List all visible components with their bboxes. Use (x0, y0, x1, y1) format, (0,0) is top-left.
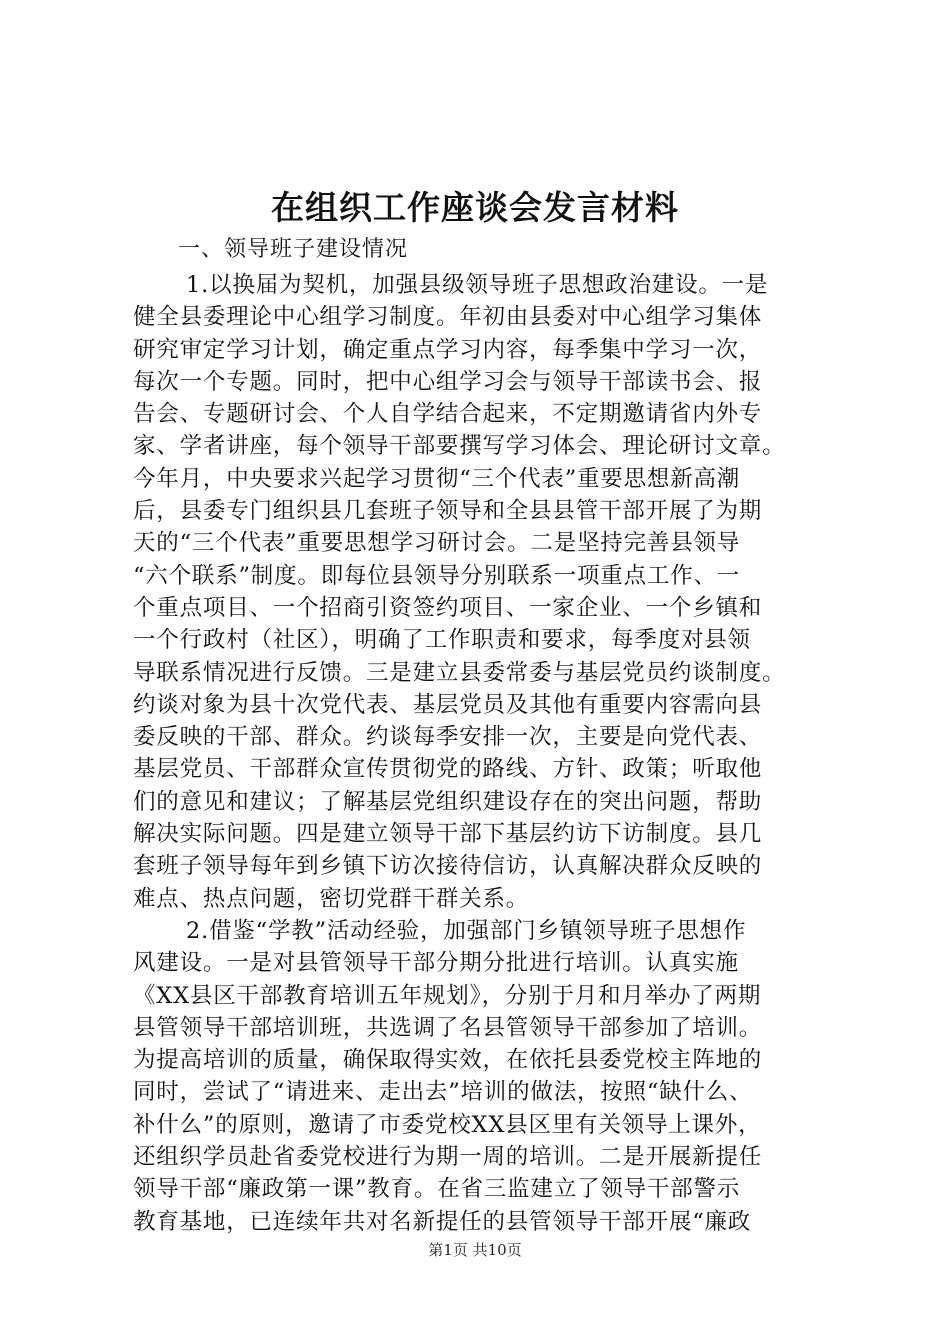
paragraph-line: 天的“三个代表”重要思想学习研讨会。二是坚持完善县领导 (133, 530, 741, 557)
paragraph-line: 后，县委专门组织县几套班子领导和全县县管干部开展了为期 (133, 498, 763, 525)
paragraph-line: 告会、专题研讨会、个人自学结合起来，不定期邀请省内外专 (133, 401, 763, 428)
paragraph-line: 一个行政村（社区），明确了工作职责和要求，每季度对县领 (133, 627, 751, 654)
paragraph-line: 领导干部“廉政第一课”教育。在省三监建立了领导干部警示 (133, 1176, 741, 1203)
paragraph-line: 风建设。一是对县管领导干部分期分批进行培训。认真实施 (133, 950, 739, 977)
paragraph-line: 研究审定学习计划，确定重点学习内容，每季集中学习一次， (133, 336, 763, 363)
paragraph-line: 《XX县区干部教育培训五年规划》，分别于月和月举办了两期 (133, 982, 762, 1009)
paragraph-line: “六个联系”制度。即每位县领导分别联系一项重点工作、一 (133, 562, 741, 589)
paragraph-line: 套班子领导每年到乡镇下访次接待信访，认真解决群众反映的 (133, 853, 763, 880)
paragraph-line: 委反映的干部、群众。约谈每季安排一次，主要是向党代表、 (133, 724, 763, 751)
paragraph-line: 约谈对象为县十次党代表、基层党员及其他有重要内容需向县 (133, 691, 763, 718)
paragraph-line: 每次一个专题。同时，把中心组学习会与领导干部读书会、报 (133, 368, 763, 395)
paragraph-line: 还组织学员赴省委党校进行为期一周的培训。二是开展新提任 (133, 1144, 763, 1171)
paragraph-line: 个重点项目、一个招商引资签约项目、一家企业、一个乡镇和 (133, 594, 763, 621)
paragraph-line: 家、学者讲座，每个领导干部要撰写学习体会、理论研讨文章。 (133, 433, 786, 460)
paragraph-line: 同时，尝试了“请进来、走出去”培训的做法，按照“缺什么、 (133, 1079, 753, 1106)
paragraph-line: 县管领导干部培训班，共选调了名县管领导干部参加了培训。 (133, 1014, 763, 1041)
paragraph-line: 为提高培训的质量，确保取得实效，在依托县委党校主阵地的 (133, 1047, 763, 1074)
paragraph-line: 解决实际问题。四是建立领导干部下基层约访下访制度。县几 (133, 821, 763, 848)
paragraph-line: 健全县委理论中心组学习制度。年初由县委对中心组学习集体 (133, 304, 763, 331)
page-number-footer: 第1页 共10页 (428, 1241, 522, 1259)
section-heading: 一、领导班子建设情况 (178, 237, 409, 262)
paragraph-line: 2.借鉴“学教”活动经验，加强部门乡镇领导班子思想作 (186, 917, 747, 944)
paragraph-line: 基层党员、干部群众宣传贯彻党的路线、方针、政策；听取他 (133, 756, 763, 783)
paragraph-line: 补什么”的原则，邀请了市委党校XX县区里有关领导上课外， (133, 1111, 762, 1138)
document-title: 在组织工作座谈会发言材料 (271, 188, 679, 227)
paragraph-line: 们的意见和建议；了解基层党组织建设存在的突出问题，帮助 (133, 788, 763, 815)
paragraph-line: 1.以换届为契机，加强县级领导班子思想政治建设。一是 (186, 272, 769, 298)
paragraph-line: 今年月，中央要求兴起学习贯彻“三个代表”重要思想新高潮 (133, 465, 741, 492)
paragraph-line: 导联系情况进行反馈。三是建立县委常委与基层党员约谈制度。 (133, 659, 786, 686)
paragraph-line: 教育基地，已连续年共对名新提任的县管领导干部开展“廉政 (133, 1208, 752, 1235)
body-text (133, 269, 833, 1238)
paragraph-line: 难点、热点问题，密切党群干群关系。 (133, 885, 530, 912)
